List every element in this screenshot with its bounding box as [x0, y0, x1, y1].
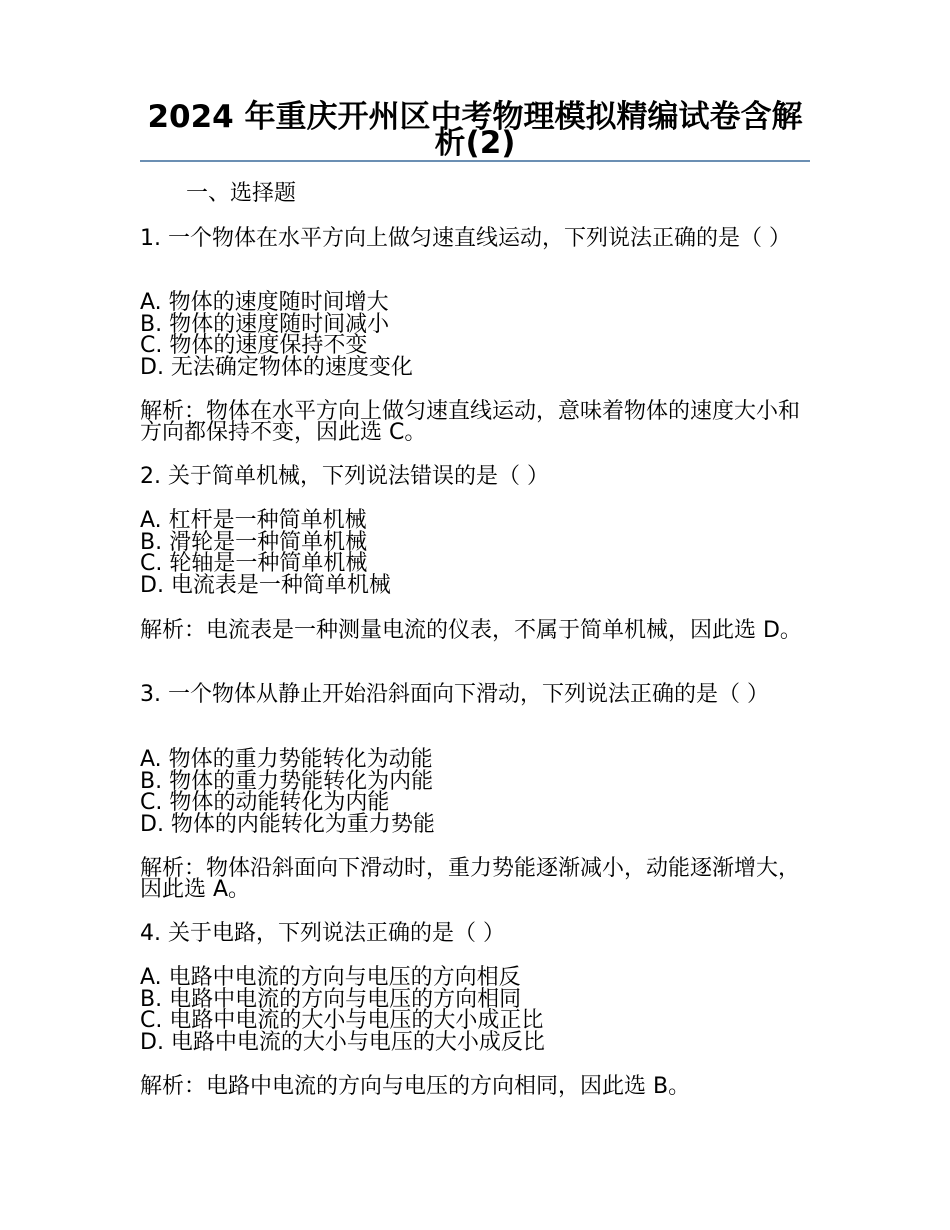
- question-2-options: [140, 510, 820, 596]
- question-3-option-a: A. 物体的重力势能转化为动能: [140, 747, 433, 772]
- question-3-stem: 3. 一个物体从静止开始沿斜面向下滑动，下列说法正确的是（ ）: [140, 682, 769, 707]
- question-3-option-c: C. 物体的动能转化为内能: [140, 790, 390, 815]
- document-title: 2024 年重庆开州区中考物理模拟精编试卷含解析(2): [147, 99, 803, 161]
- title-divider: [140, 160, 810, 162]
- question-3-option-b: B. 物体的重力势能转化为内能: [140, 768, 434, 794]
- question-3-analysis: 解析：物体沿斜面向下滑动时，重力势能逐渐减小，动能逐渐增大，因此选 A。: [140, 856, 801, 902]
- question-4-analysis: 解析：电路中电流的方向与电压的方向相同，因此选 B。: [140, 1074, 691, 1099]
- question-1-option-d: D. 无法确定物体的速度变化: [140, 354, 413, 380]
- question-4-option-a: A. 电路中电流的方向与电压的方向相反: [140, 965, 521, 990]
- question-1-analysis: 解析：物体在水平方向上做匀速直线运动，意味着物体的速度大小和方向都保持不变，因此选 C。: [140, 399, 801, 445]
- question-2-analysis: 解析：电流表是一种测量电流的仪表，不属于简单机械，因此选 D。: [140, 618, 802, 643]
- question-4-options: [140, 967, 820, 1053]
- question-2-option-c: C. 轮轴是一种简单机械: [140, 551, 368, 576]
- question-4-stem: 4. 关于电路，下列说法正确的是（ ）: [140, 921, 505, 946]
- question-1-option-c: C. 物体的速度保持不变: [140, 333, 368, 358]
- question-1-stem: 1. 一个物体在水平方向上做匀速直线运动，下列说法正确的是（ ）: [140, 226, 791, 251]
- section-heading: 一、选择题: [186, 181, 297, 206]
- question-2-option-b: B. 滑轮是一种简单机械: [140, 529, 368, 555]
- question-4-option-d: D. 电路中电流的大小与电压的大小成反比: [140, 1029, 545, 1055]
- question-3-options: [140, 749, 820, 835]
- question-1-option-b: B. 物体的速度随时间减小: [140, 311, 390, 337]
- question-2-option-a: A. 杠杆是一种简单机械: [140, 508, 367, 533]
- question-2-stem: 2. 关于简单机械，下列说法错误的是（ ）: [140, 464, 549, 489]
- question-4-option-c: C. 电路中电流的大小与电压的大小成正比: [140, 1008, 544, 1033]
- question-1-option-a: A. 物体的速度随时间增大: [140, 290, 389, 315]
- question-1-options: [140, 292, 820, 378]
- question-4-option-b: B. 电路中电流的方向与电压的方向相同: [140, 986, 522, 1012]
- question-3-option-d: D. 物体的内能转化为重力势能: [140, 811, 435, 837]
- question-2-option-d: D. 电流表是一种简单机械: [140, 572, 391, 598]
